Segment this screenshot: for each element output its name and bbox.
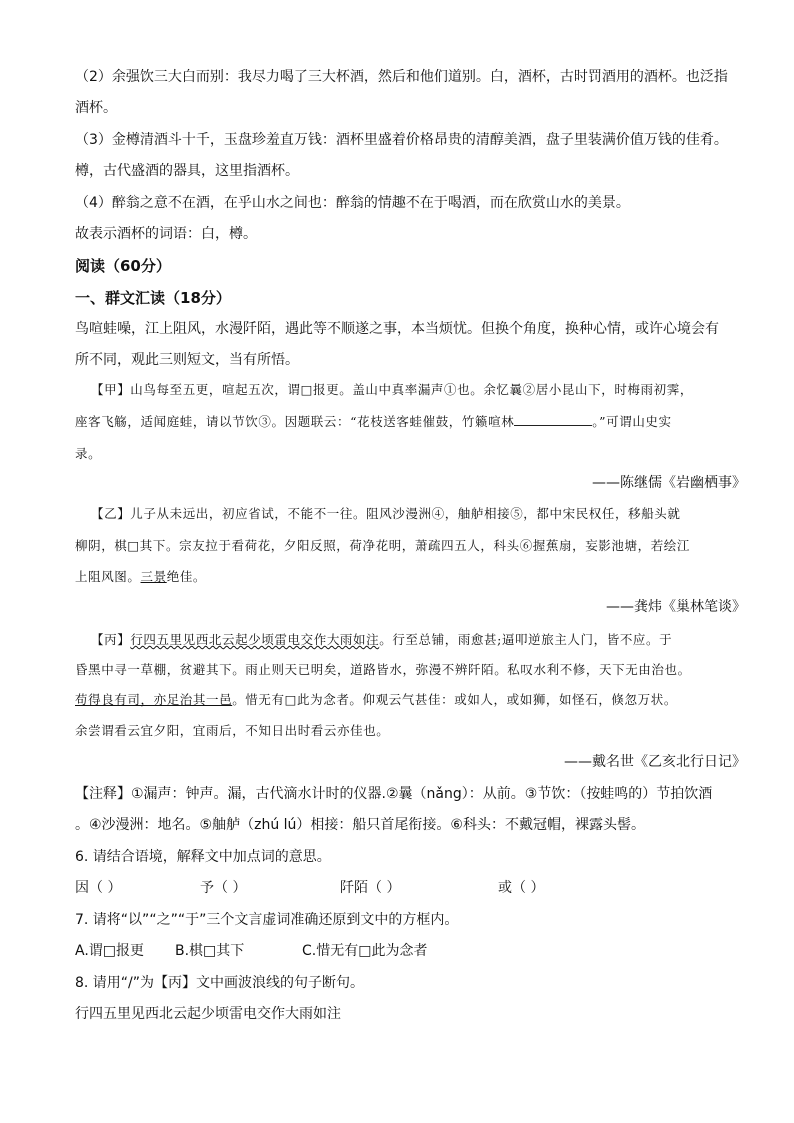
q7-option-a: A.谓□报更 (75, 943, 145, 959)
reading-title: 阅读（60分） (75, 257, 171, 275)
yi-text-3b: 绝佳。 (166, 569, 207, 584)
jia-line-1 (91, 380, 693, 400)
bing-text-1a: 【丙】 (91, 632, 131, 647)
note-2-line-1: （2）余强饮三大白而别：我尽力喝了三大杯酒，然后和他们道别。白，酒杯，古时罚酒用的酒杯。也泛指 (75, 69, 728, 85)
question-7: 7. 请将“以”“之”“于”三个文言虚词准确还原到文中的方框内。 (75, 912, 459, 928)
note-2-line-2: 酒杯。 (75, 100, 117, 116)
question-8: 8. 请用“/”为【丙】文中画波浪线的句子断句。 (75, 975, 365, 991)
q6-item-3: 阡陌（ ） (340, 880, 401, 896)
group-title: 一、群文汇读（18分） (75, 289, 231, 307)
intro-line-1: 鸟喧蛙噪，江上阻风，水漫阡陌，遇此等不顺遂之事，本当烦忧。但换个角度，换种心情，或许心境会有 (75, 321, 719, 337)
jia-text-1b: 报更。盖山中真率漏声①也。余忆曩②居小昆山下，时梅雨初霁， (313, 382, 693, 397)
bing-text-3b: 。惜无有□此为念者。仰观云气甚佳：或如人，或如狮，如怪石，倏忽万状。 (232, 692, 677, 707)
jia-text-2: 座客飞觞，适闻庭蛙，请以节饮③。因题联云：“花枝送客蛙催鼓，竹籁喧林 (75, 414, 515, 429)
yi-line-2: 柳阴，棋□其下。宗友拉于看荷花，夕阳反照，荷净花明，萧疏四五人，科头⑥握蕉扇，妄影池塘，若绘江 (75, 538, 691, 553)
q7-option-b: B.棋□其下 (175, 943, 245, 959)
bing-wavy-sentence: 行四五里见西北云起少顷雷电交作大雨如注 (130, 632, 380, 647)
intro-line-2: 所不同，观此三则短文，当有所悟。 (75, 352, 299, 368)
bing-text-1b: 。行至总铺，雨愈甚;逼叩逆旅主人门，皆不应。于 (379, 632, 673, 647)
jia-line-3: 录。 (75, 446, 102, 461)
bing-line-4: 余尝谓看云宜夕阳，宜雨后，不知日出时看云亦佳也。 (75, 723, 390, 738)
note-4-line-1: （4）醉翁之意不在酒，在乎山水之间也：醉翁的情趣不在于喝酒，而在欣赏山水的美景。 (75, 195, 630, 211)
conclusion: 故表示酒杯的词语：白，樽。 (75, 226, 257, 242)
note-3-line-1: （3）金樽清酒斗十千，玉盘珍羞直万钱：酒杯里盛着价格昂贵的清醇美酒，盘子里装满价值万钱的佳肴。 (75, 132, 728, 148)
jia-author: ——陈继儒《岩幽栖事》 (592, 475, 746, 491)
yi-underlined: 三景 (140, 569, 167, 584)
q8-sentence: 行四五里见西北云起少顷雷电交作大雨如注 (75, 1006, 341, 1022)
bing-line-1 (91, 630, 672, 650)
q6-item-4: 或（ ） (498, 880, 545, 896)
note-3-line-2: 樽，古代盛酒的器具，这里指酒杯。 (75, 163, 299, 179)
bing-author: ——戴名世《乙亥北行日记》 (564, 754, 746, 770)
jia-line-2 (75, 412, 672, 432)
jia-text-2end: 。”可谓山史实 (592, 414, 672, 429)
q7-option-c: C.惜无有□此为念者 (302, 943, 428, 959)
bing-underlined: 苟得良有司，亦足治其一邑 (75, 692, 233, 707)
bing-line-2: 昏黑中寻一草棚，贫避其下。雨止则天已明矣，道路皆水，弥漫不辨阡陌。私叹水利不修，天下无由治也。 (75, 662, 691, 677)
bing-line-3 (75, 690, 677, 710)
fill-blank (514, 413, 592, 426)
q6-item-2: 予（ ） (200, 880, 247, 896)
q6-item-1: 因（ ） (75, 880, 122, 896)
annotation-line-2: 。④沙漫洲：地名。⑤舳舻（zhú lú）相接：船只首尾衔接。⑥科头：不戴冠帽，裸露头髻。 (75, 817, 645, 833)
yi-author: ——龚炜《巢林笔谈》 (606, 599, 746, 615)
question-6: 6. 请结合语境，解释文中加点词的意思。 (75, 849, 331, 865)
jia-text-1a: 【甲】山鸟每至五更，喧起五次，谓 (91, 382, 301, 397)
yi-line-3 (75, 567, 206, 587)
yi-text-3a: 上阻风图。 (75, 569, 141, 584)
answer-box: □ (300, 382, 314, 397)
annotation-line-1: 【注释】①漏声：钟声。漏，古代滴水计时的仪器.②曩（nǎng）：从前。③节饮：（按蛙鸣的）节拍饮酒 (75, 786, 713, 802)
yi-line-1: 【乙】儿子从未远出，初应省试，不能不一往。阻风沙漫洲④，舳舻相接⑤，都中宋民权任，移船头就 (91, 506, 681, 521)
